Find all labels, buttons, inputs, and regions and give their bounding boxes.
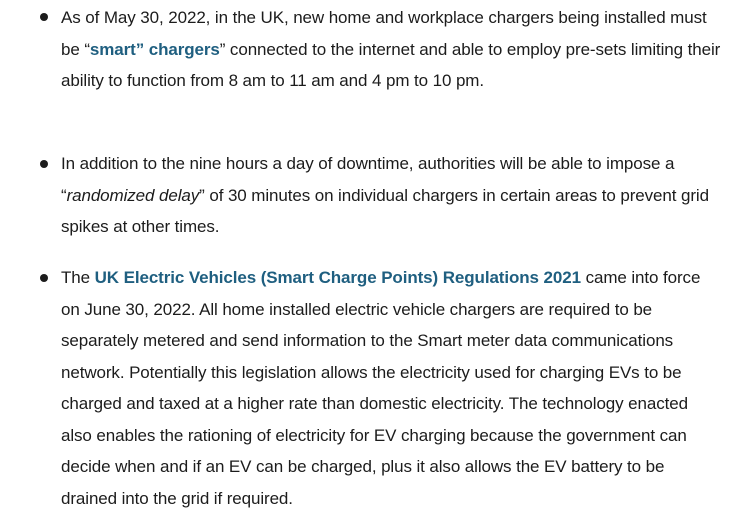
bullet-text-segment: ” of 30 minutes on individual chargers in certain areas to prevent grid spikes at other times. [61, 185, 709, 236]
bullet-dot-icon [40, 274, 48, 282]
bullet-text [61, 148, 723, 243]
smart-chargers-link[interactable]: smart” chargers [89, 39, 220, 59]
randomized-delay-emphasis: randomized delay [66, 185, 200, 205]
bullet-text [61, 2, 723, 97]
bullet-text [61, 262, 723, 514]
regulations-2021-link[interactable]: UK Electric Vehicles (Smart Charge Points) Regulations 2021 [94, 268, 581, 287]
bullet-text-segment: came into force on June 30, 2022. All home installed electric vehicle chargers are required to be separately metered and send information to the Smart meter data communications network. Potentially this legislation allows the electricity used for charging EVs to be charged and taxed at a higher rate than domestic electricity. The technology enacted also enables the rationing of electricity for EV charging because the government can decide when and if an EV can be charged, plus it also allows the EV battery to be drained into the grid if required. [61, 268, 701, 508]
bullet-dot-icon [40, 13, 48, 21]
bullet-text-segment: ” connected to the internet and able to employ pre-sets limiting their ability to function from 8 am to 11 am and 4 pm to 10 pm. [61, 39, 721, 90]
bullet-text-segment: As of May 30, 2022, in the UK, new home and workplace chargers being installed must be “ [61, 8, 707, 59]
bullet-text-segment: In addition to the nine hours a day of downtime, authorities will be able to impose a “ [61, 154, 675, 205]
bullet-text-segment: The [61, 268, 95, 287]
bullet-dot-icon [40, 160, 48, 168]
